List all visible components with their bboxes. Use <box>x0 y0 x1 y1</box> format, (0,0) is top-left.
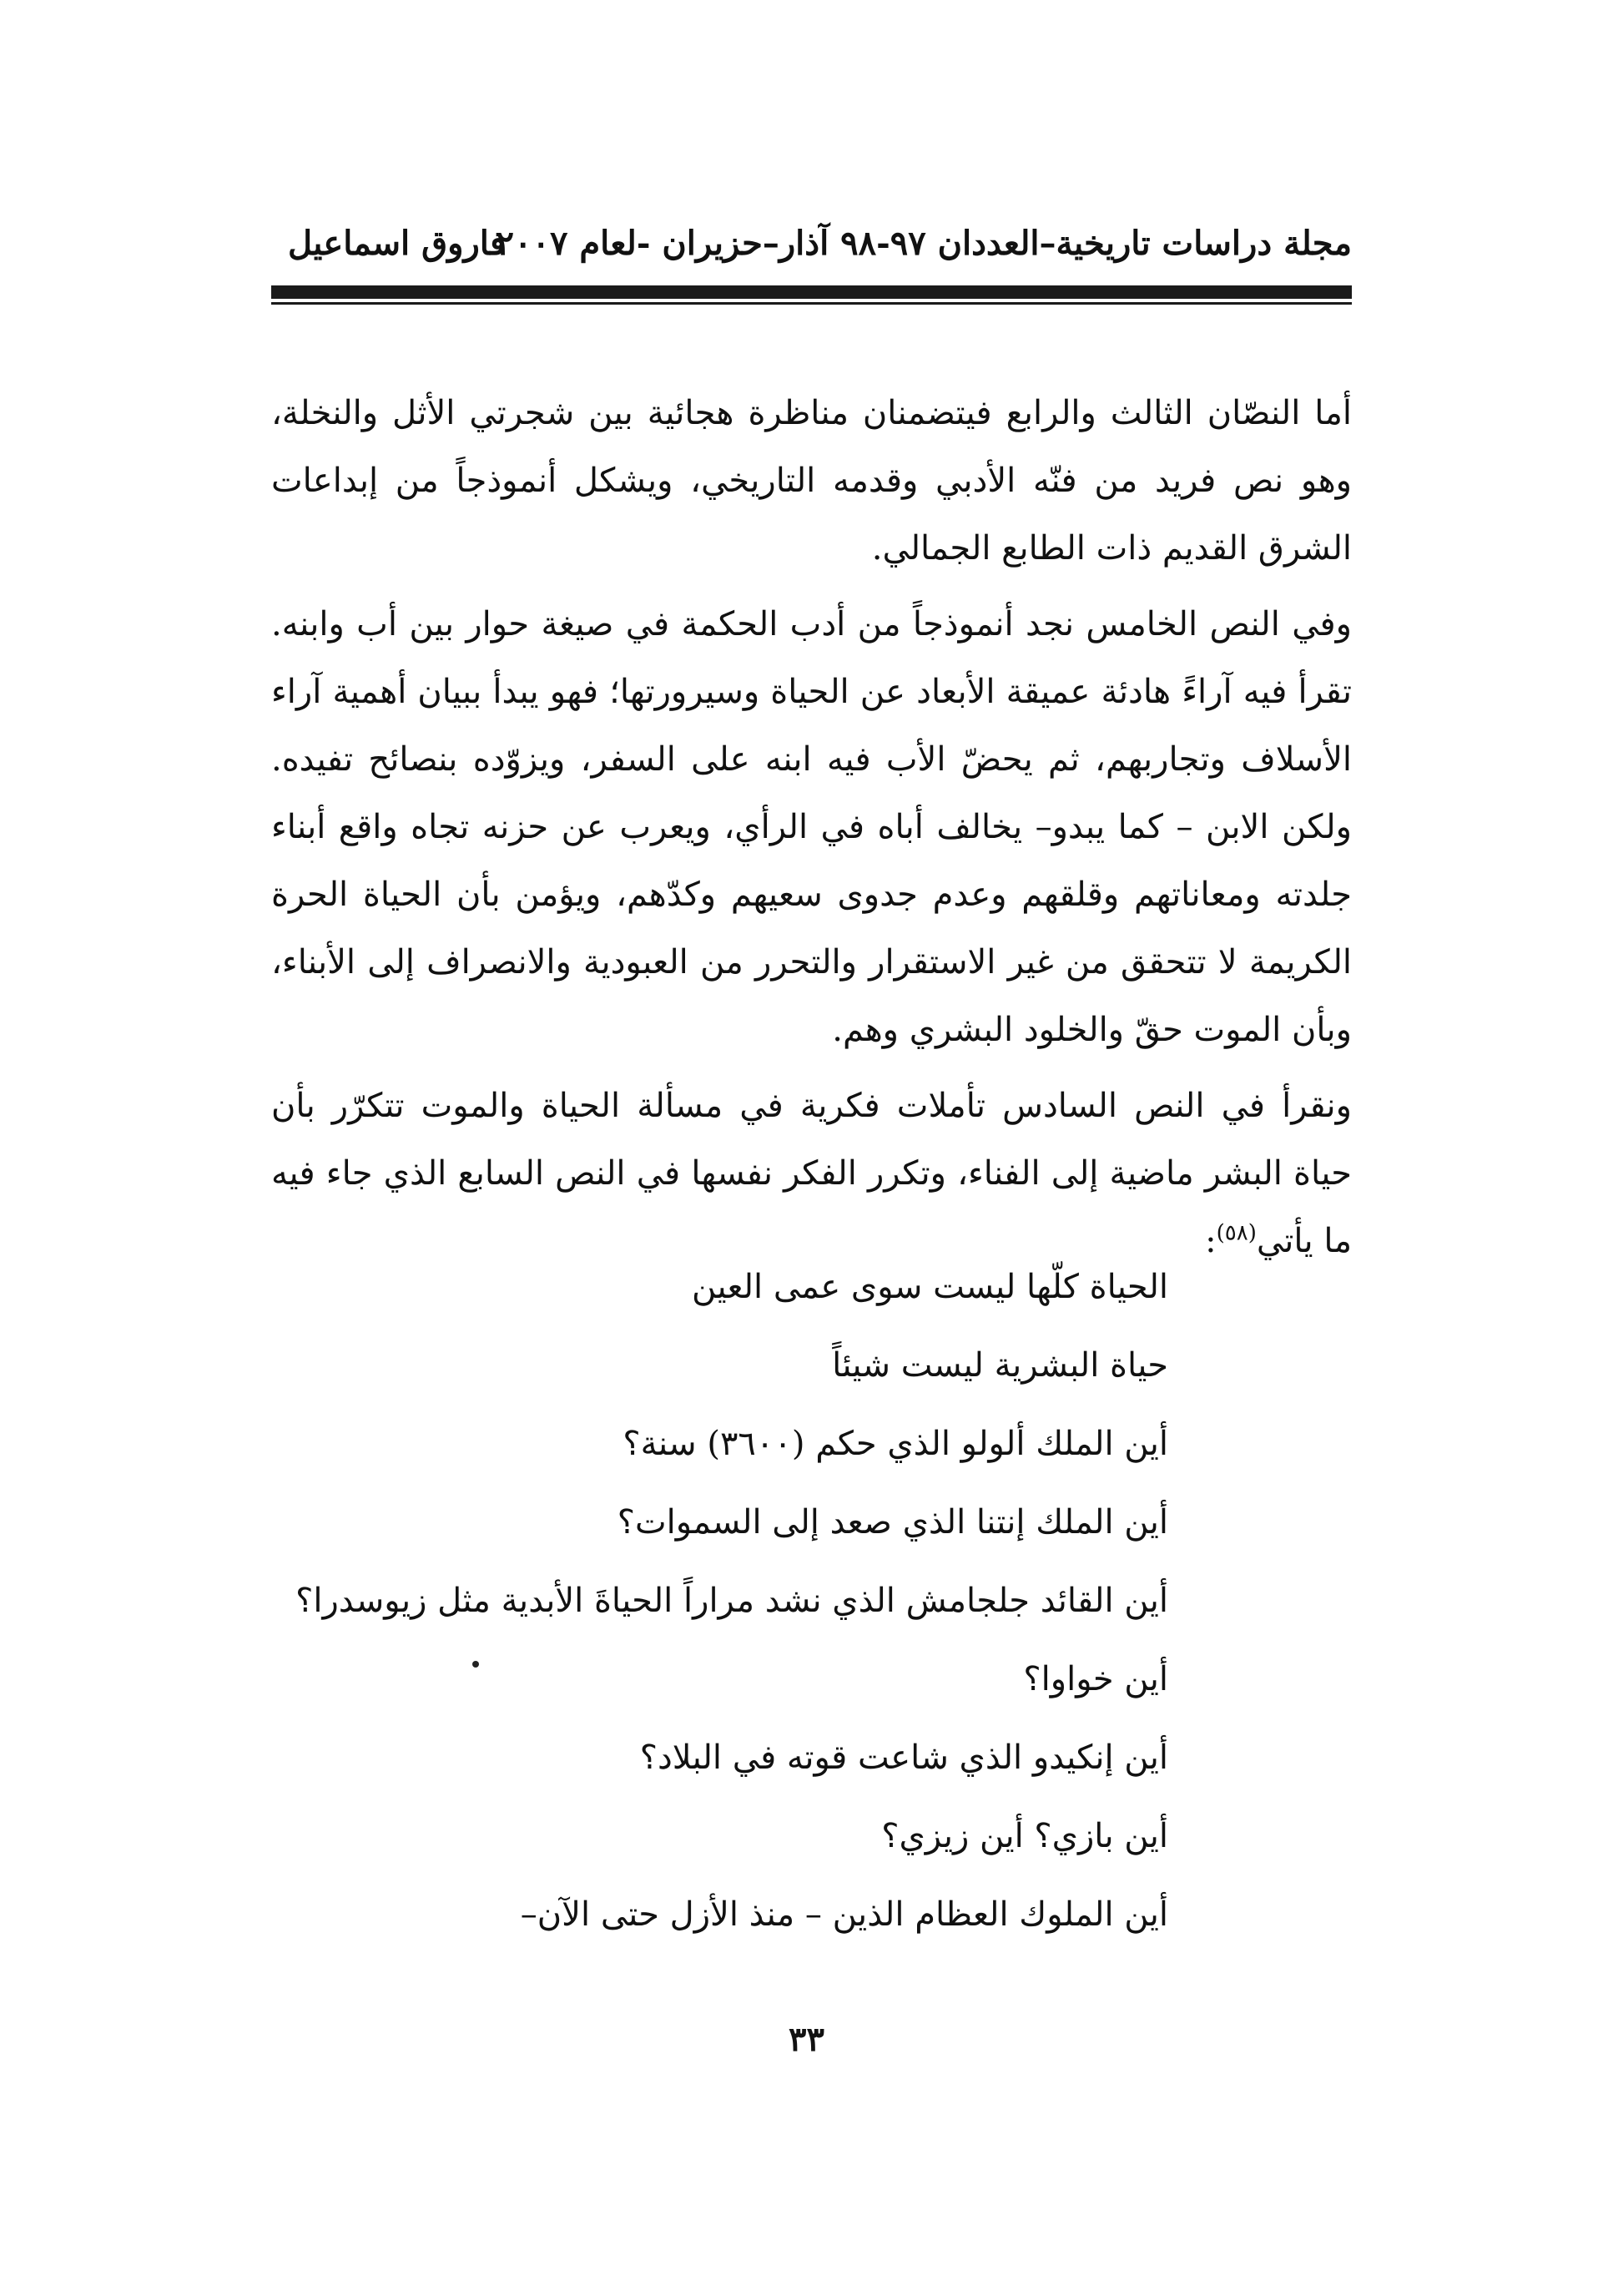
body-text <box>271 380 1352 1284</box>
paragraph-3-text: ونقرأ في النص السادس تأملات فكرية في مسألة الحياة والموت تتكرّر بأن حياة البشر ماضية إلى الفناء، وتكرر الفكر نفسها في النص السابع الذي جاء فيه ما يأتي <box>271 1087 1353 1260</box>
paragraph-1: أما النصّان الثالث والرابع فيتضمنان مناظرة هجائية بين شجرتي الأثل والنخلة، وهو نص فريد من فنّه الأدبي وقدمه التاريخي، ويشكل أنموذجاً من إبداعات الشرق القديم ذات الطابع الجمالي. <box>271 394 1352 568</box>
paragraph-3 <box>271 1072 1352 1275</box>
footnote-reference: (٥٨) <box>1216 1220 1257 1246</box>
header-rule-thin <box>271 302 1352 305</box>
poem-line: الحياة كلّها ليست سوى عمى العين <box>692 1268 1168 1306</box>
poem-line: أين الملك ألولو الذي حكم (٣٦٠٠) سنة؟ <box>623 1425 1168 1463</box>
poem-line: أين القائد جلجامش الذي نشد مراراً الحياةَ الأبدية مثل زيوسدرا؟ <box>295 1582 1168 1620</box>
poem-line: أين الملوك العظام الذين – منذ الأزل حتى الآن– <box>520 1895 1168 1934</box>
running-header <box>271 224 1352 282</box>
poem-line: أين الملك إنتنا الذي صعد إلى السموات؟ <box>617 1503 1168 1542</box>
author-name: فاروق اسماعيل <box>288 224 507 263</box>
poem-line: أين خواوا؟ <box>1023 1660 1168 1698</box>
quoted-poem <box>295 1248 1168 1954</box>
scan-speck <box>472 1661 479 1668</box>
header-rule-thick <box>271 285 1352 299</box>
page-number: ٣٣ <box>789 2020 824 2059</box>
paragraph-3-end: : <box>1205 1222 1217 1260</box>
journal-title: مجلة دراسات تاريخية–العددان ٩٧-٩٨ آذار–حزيران -لعام ٢٠٠٧ <box>496 224 1352 263</box>
poem-line: أين بازي؟ أين زيزي؟ <box>881 1817 1168 1855</box>
poem-line: أين إنكيدو الذي شاعت قوته في البلاد؟ <box>639 1738 1168 1777</box>
paragraph-2: وفي النص الخامس نجد أنموذجاً من أدب الحكمة في صيغة حوار بين أب وابنه. تقرأ فيه آراءً هادئة عميقة الأبعاد عن الحياة وسيرورتها؛ فهو يبدأ ببيان أهمية آراء الأسلاف وتجاربهم، ثم يحضّ الأب فيه ابنه على السفر، ويزوّده بنصائح تفيده. ولكن الابن – كما يبدو– يخالف أباه في الرأي، ويعرب عن حزنه تجاه واقع أبناء جلدته ومعاناتهم وقلقهم وعدم جدوى سعيهم وكدّهم، ويؤمن بأن الحياة الحرة الكريمة لا تتحقق من غير الاستقرار والتحرر من العبودية والانصراف إلى الأبناء، وبأن الموت حقّ والخلود البشري وهم. <box>271 605 1353 1049</box>
poem-line: حياة البشرية ليست شيئاً <box>832 1346 1168 1385</box>
